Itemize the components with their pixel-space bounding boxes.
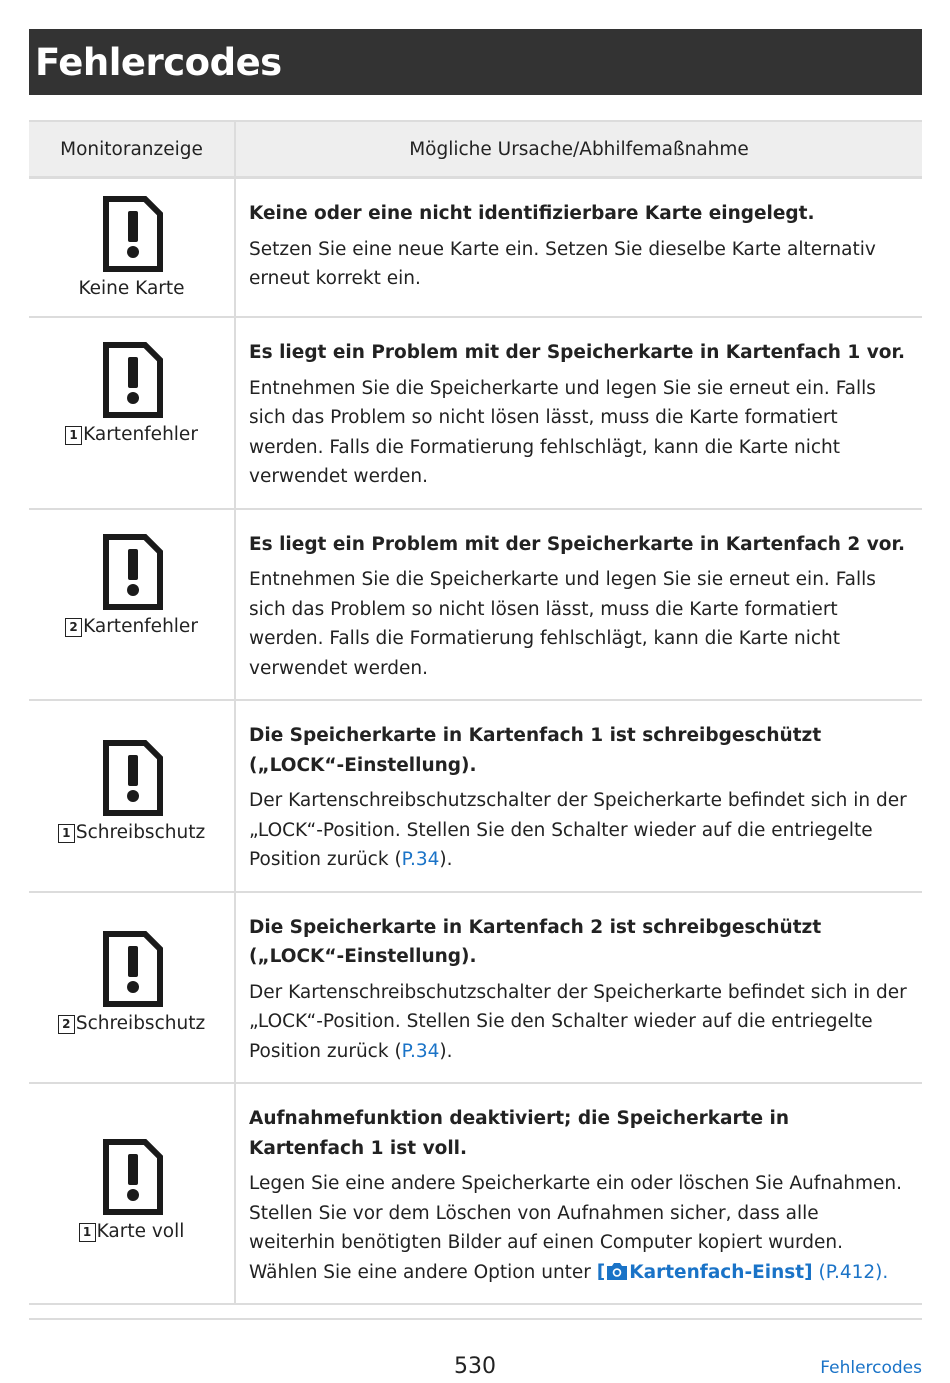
cause-title: Es liegt ein Problem mit der Speicherkarte in Kartenfach 1 vor.	[249, 342, 906, 363]
table-header-row	[29, 121, 922, 178]
warning-card-icon	[101, 931, 163, 1007]
table-row	[29, 317, 922, 509]
page-number: 530	[454, 1354, 496, 1379]
cause-cell	[235, 700, 922, 892]
display-cell	[29, 700, 235, 892]
page-title-banner	[29, 29, 922, 95]
cause-description: Entnehmen Sie die Speicherkarte und legen Sie sie erneut ein. Falls sich das Problem so nicht lösen lässt, muss die Karte formatiert werden. Falls die Formatierung fehlschlägt, kann die Karte nicht verwendet werden.	[249, 377, 876, 487]
card-slot-icon: 2	[65, 618, 82, 637]
display-label: Keine Karte	[78, 278, 185, 299]
cause-title: Die Speicherkarte in Kartenfach 1 ist schreibgeschützt („LOCK“-Einstellung).	[249, 725, 822, 776]
card-slot-icon: 1	[58, 824, 75, 843]
column-header-cause: Mögliche Ursache/Abhilfemaßnahme	[235, 121, 922, 178]
table-row	[29, 1083, 922, 1304]
table-row	[29, 178, 922, 318]
camera-icon	[605, 1261, 629, 1281]
display-label: 2 Schreibschutz	[58, 1013, 205, 1034]
cause-title: Die Speicherkarte in Kartenfach 2 ist schreibgeschützt („LOCK“-Einstellung).	[249, 916, 822, 967]
display-label: 1 Kartenfehler	[65, 424, 198, 445]
cause-cell	[235, 1083, 922, 1304]
cause-title: Aufnahmefunktion deaktiviert; die Speicherkarte in Kartenfach 1 ist voll.	[249, 1108, 789, 1159]
warning-card-icon	[101, 342, 163, 418]
cause-cell	[235, 178, 922, 318]
menu-link-kartenfach-einst[interactable]: [ Kartenfach-Einst]	[596, 1261, 813, 1283]
table-row	[29, 892, 922, 1084]
display-label: 1 Karte voll	[79, 1221, 185, 1242]
cause-description: Setzen Sie eine neue Karte ein. Setzen Sie dieselbe Karte alternativ erneut korrekt ein.	[249, 238, 876, 289]
page-title: Fehlercodes	[35, 40, 282, 84]
error-codes-table	[29, 120, 922, 1305]
card-slot-icon: 1	[79, 1223, 96, 1242]
card-slot-icon: 1	[65, 426, 82, 445]
page-reference-link[interactable]: P.34	[401, 849, 440, 870]
warning-card-icon	[101, 740, 163, 816]
cause-description: Der Kartenschreibschutzschalter der Speicherkarte befindet sich in der „LOCK“-Position. Stellen Sie den Schalter wieder auf die entriegelte Position zurück (P.34).	[249, 790, 907, 870]
display-label: 1 Schreibschutz	[58, 822, 205, 843]
display-cell	[29, 1083, 235, 1304]
cause-cell	[235, 509, 922, 701]
cause-description: Der Kartenschreibschutzschalter der Speicherkarte befindet sich in der „LOCK“-Position. Stellen Sie den Schalter wieder auf die entriegelte Position zurück (P.34).	[249, 981, 907, 1062]
card-slot-icon: 2	[58, 1015, 75, 1034]
display-label: 2 Kartenfehler	[65, 616, 198, 637]
cause-title: Es liegt ein Problem mit der Speicherkarte in Kartenfach 2 vor.	[249, 533, 906, 555]
display-cell	[29, 317, 235, 509]
cause-description: Legen Sie eine andere Speicherkarte ein oder löschen Sie Aufnahmen. Stellen Sie vor dem Löschen von Aufnahmen sicher, dass alle weiterhin benötigten Bilder auf einen Computer kopiert wurden.	[249, 1173, 903, 1253]
warning-card-icon	[101, 1139, 163, 1215]
display-cell	[29, 509, 235, 701]
column-header-display: Monitoranzeige	[29, 121, 235, 178]
footer-section-link[interactable]: Fehlercodes	[820, 1358, 922, 1378]
warning-card-icon	[101, 534, 163, 610]
cause-cell	[235, 892, 922, 1084]
page-reference-link[interactable]: P.412	[825, 1261, 876, 1283]
cause-description: Entnehmen Sie die Speicherkarte und legen Sie sie erneut ein. Falls sich das Problem so nicht lösen lässt, muss die Karte formatiert werden. Falls die Formatierung fehlschlägt, kann die Karte nicht verwendet werden.	[249, 569, 876, 679]
display-cell	[29, 178, 235, 318]
cause-title: Keine oder eine nicht identifizierbare Karte eingelegt.	[249, 203, 815, 224]
warning-card-icon	[101, 196, 163, 272]
cause-extra: Wählen Sie eine andere Option unter [ Kartenfach-Einst] (P.412).	[249, 1261, 889, 1283]
display-cell	[29, 892, 235, 1084]
page-reference-link[interactable]: P.34	[401, 1040, 440, 1062]
table-row	[29, 700, 922, 892]
cause-cell	[235, 317, 922, 509]
footer-divider	[29, 1318, 922, 1320]
table-row	[29, 509, 922, 701]
